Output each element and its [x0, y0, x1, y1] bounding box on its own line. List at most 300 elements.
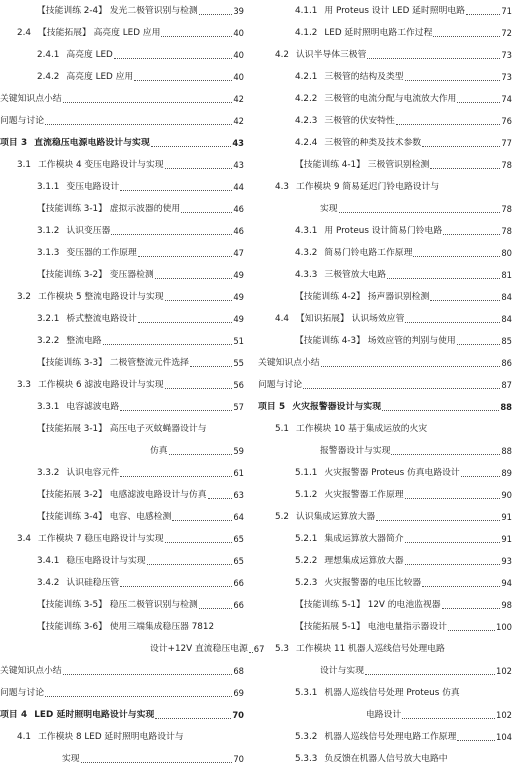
toc-entry-title — [275, 423, 427, 435]
toc-dot-leader — [413, 256, 500, 257]
toc-entry-title — [37, 203, 180, 215]
toc-entry-number: 3.1.3 — [37, 248, 60, 258]
toc-entry-text: 认识集成运算放大器 — [296, 512, 376, 522]
toc-entry[interactable] — [0, 286, 258, 308]
toc-dot-leader — [138, 256, 233, 257]
toc-entry[interactable] — [0, 682, 258, 704]
toc-entry[interactable] — [258, 132, 512, 154]
toc-entry[interactable] — [258, 594, 512, 616]
toc-entry[interactable] — [258, 308, 512, 330]
toc-entry-title — [0, 709, 154, 721]
toc-entry-text: 【技能训练 5-1】 12V 的电池监视器 — [295, 600, 441, 610]
toc-entry-text: 【技能训练 3-2】 变压器检测 — [37, 270, 154, 280]
toc-entry-number: 4.2.4 — [295, 138, 318, 148]
toc-dot-leader — [199, 14, 233, 15]
toc-page-number: 42 — [233, 116, 244, 126]
toc-right-column — [258, 0, 512, 770]
toc-dot-leader — [120, 410, 232, 411]
toc-entry-text: 认识硅稳压管 — [66, 578, 120, 588]
toc-entry-text: 火灾报警器 Proteus 仿真电路设计 — [324, 468, 460, 478]
toc-page-number: 68 — [233, 666, 244, 676]
toc-page-number: 104 — [496, 732, 512, 742]
toc-dot-leader — [155, 278, 233, 279]
toc-dot-leader — [321, 366, 501, 367]
toc-entry[interactable] — [258, 286, 512, 308]
toc-entry-text: 【技能训练 3-3】 二极管整流元件选择 — [37, 358, 189, 368]
toc-entry-number: 2.4.2 — [37, 72, 60, 82]
toc-entry-number: 3.2.1 — [37, 314, 60, 324]
toc-page-number: 56 — [233, 380, 244, 390]
toc-entry[interactable] — [258, 440, 512, 462]
toc-entry[interactable] — [0, 506, 258, 528]
toc-entry-title — [17, 159, 164, 171]
toc-entry-text: 电容滤波电路 — [66, 402, 120, 412]
toc-entry-title — [320, 665, 364, 677]
toc-entry-title — [37, 599, 198, 611]
toc-entry-number: 4.4 — [275, 314, 289, 324]
toc-entry-number: 5.1 — [275, 424, 289, 434]
toc-page-number: 93 — [501, 556, 512, 566]
toc-entry[interactable] — [258, 110, 512, 132]
toc-dot-leader — [405, 322, 500, 323]
toc-page-number: 76 — [501, 116, 512, 126]
toc-dot-leader — [138, 322, 233, 323]
toc-entry[interactable] — [0, 176, 258, 198]
toc-page-number: 88 — [501, 446, 512, 456]
toc-entry-number: 5.1.2 — [295, 490, 318, 500]
toc-entry[interactable] — [258, 660, 512, 682]
toc-entry-number: 3.4.2 — [37, 578, 60, 588]
toc-page-number: 65 — [233, 556, 244, 566]
toc-entry-text: 桥式整流电路设计 — [66, 314, 137, 324]
toc-entry-title — [295, 269, 386, 281]
toc-entry[interactable] — [0, 572, 258, 594]
toc-page-number: 51 — [233, 336, 244, 346]
toc-entry-title — [295, 599, 441, 611]
toc-chapter-entry[interactable] — [0, 704, 258, 726]
toc-entry-number: 5.3.3 — [295, 754, 318, 764]
toc-page-number: 71 — [501, 6, 512, 16]
toc-entry-title — [150, 643, 248, 655]
toc-entry-title — [37, 577, 119, 589]
toc-page-number: 94 — [501, 578, 512, 588]
toc-entry-number: 5.2 — [275, 512, 289, 522]
toc-entry-number: 4.3 — [275, 182, 289, 192]
toc-entry[interactable] — [0, 528, 258, 550]
toc-page-number: 66 — [233, 600, 244, 610]
toc-dot-leader — [45, 124, 232, 125]
toc-entry-title — [37, 49, 113, 61]
toc-entry-text: 三极管的伏安特性 — [324, 116, 395, 126]
toc-entry[interactable] — [258, 374, 512, 396]
toc-entry-number: 3.1 — [17, 160, 31, 170]
toc-entry-number: 3.1.1 — [37, 182, 60, 192]
toc-page-number: 66 — [233, 578, 244, 588]
toc-entry-title — [37, 313, 137, 325]
toc-dot-leader — [103, 344, 233, 345]
toc-entry-title — [275, 511, 375, 523]
toc-entry[interactable] — [0, 22, 258, 44]
toc-entry[interactable] — [0, 726, 258, 748]
toc-page-number: 63 — [233, 490, 244, 500]
toc-entry-text: 理想集成运算放大器 — [324, 556, 404, 566]
toc-entry-text: 工作模块 7 稳压电路设计与实现 — [38, 534, 164, 544]
toc-entry-title — [37, 401, 119, 413]
toc-dot-leader — [208, 498, 233, 499]
toc-entry-title — [37, 335, 102, 347]
toc-entry-title — [275, 181, 439, 193]
toc-page-number: 74 — [501, 94, 512, 104]
toc-page-number: 49 — [233, 292, 244, 302]
toc-entry-title — [0, 93, 62, 105]
toc-page-number: 47 — [233, 248, 244, 258]
toc-entry-number: 5.2.3 — [295, 578, 318, 588]
toc-page-number: 44 — [233, 182, 244, 192]
toc-entry[interactable] — [258, 352, 512, 374]
toc-entry-text: 实现 — [62, 754, 80, 764]
toc-entry-text: 关键知识点小结 — [0, 666, 62, 676]
toc-entry-title — [150, 445, 168, 457]
toc-page-number: 73 — [501, 50, 512, 60]
toc-entry[interactable] — [258, 572, 512, 594]
toc-entry[interactable] — [0, 110, 258, 132]
toc-page-number: 78 — [501, 160, 512, 170]
toc-entry-text: 集成运算放大器简介 — [324, 534, 404, 544]
toc-entry-title — [258, 379, 302, 391]
toc-dot-leader — [402, 718, 495, 719]
toc-entry[interactable] — [0, 330, 258, 352]
toc-entry[interactable] — [0, 748, 258, 770]
toc-entry[interactable] — [0, 660, 258, 682]
toc-dot-leader — [466, 14, 500, 15]
toc-entry[interactable] — [0, 638, 265, 660]
toc-entry-title — [37, 247, 137, 259]
toc-page-number: 91 — [501, 534, 512, 544]
toc-entry[interactable] — [258, 748, 512, 770]
toc-entry-text: 电路设计 — [366, 710, 402, 720]
toc-dot-leader — [303, 388, 500, 389]
toc-entry[interactable] — [258, 176, 512, 198]
toc-entry-number: 3.3.2 — [37, 468, 60, 478]
toc-dot-leader — [120, 586, 232, 587]
toc-page-number: 69 — [233, 688, 244, 698]
toc-page-number: 86 — [501, 358, 512, 368]
toc-entry[interactable] — [258, 484, 512, 506]
toc-entry[interactable] — [0, 308, 258, 330]
toc-entry-title — [37, 5, 198, 17]
toc-entry[interactable] — [258, 418, 512, 440]
toc-dot-leader — [405, 542, 501, 543]
toc-entry-number: 5.3.2 — [295, 732, 318, 742]
toc-entry-text: 问题与讨论 — [0, 116, 44, 126]
toc-entry-title — [62, 753, 80, 765]
toc-page-number: 70 — [233, 754, 244, 764]
toc-entry[interactable] — [258, 66, 512, 88]
toc-dot-leader — [405, 80, 501, 81]
toc-entry-text: 工作模块 11 机器人巡线信号处理电路 — [296, 644, 445, 654]
toc-dot-leader — [430, 300, 500, 301]
toc-entry[interactable] — [258, 616, 512, 638]
toc-entry-text: 用 Proteus 设计 LED 延时照明电路 — [324, 6, 465, 16]
toc-entry-text: 关键知识点小结 — [258, 358, 320, 368]
toc-page-number: 40 — [233, 28, 244, 38]
toc-entry-text: 【技能训练 3-1】 虚拟示波器的使用 — [37, 204, 181, 214]
toc-entry-title — [295, 291, 429, 303]
toc-entry[interactable] — [0, 440, 258, 462]
toc-page-number: 61 — [233, 468, 244, 478]
toc-entry-title — [295, 731, 456, 743]
toc-dot-leader — [405, 498, 501, 499]
toc-entry-number: 4.3.2 — [295, 248, 318, 258]
toc-dot-leader — [382, 410, 499, 411]
toc-entry[interactable] — [258, 506, 512, 528]
toc-page-number: 39 — [233, 6, 244, 16]
toc-entry[interactable] — [0, 0, 258, 22]
toc-entry-title — [0, 115, 44, 127]
toc-entry-title — [295, 489, 404, 501]
toc-entry-title — [37, 423, 207, 435]
toc-entry-text: 【技能训练 3-4】 电容、电感检测 — [37, 512, 172, 522]
toc-entry-title — [295, 687, 460, 699]
toc-entry-number: 5.3.1 — [295, 688, 318, 698]
toc-dot-leader — [81, 762, 233, 763]
toc-entry-number: 4.1.2 — [295, 28, 318, 38]
toc-dot-leader — [442, 608, 501, 609]
toc-entry[interactable] — [258, 704, 512, 726]
toc-dot-leader — [161, 36, 232, 37]
toc-entry-number: 4.1 — [17, 732, 31, 742]
toc-entry-title — [295, 159, 429, 171]
toc-entry-title — [37, 555, 146, 567]
toc-entry[interactable] — [0, 616, 258, 638]
toc-entry[interactable] — [0, 198, 258, 220]
toc-entry[interactable] — [258, 638, 512, 660]
toc-page-number: 84 — [501, 292, 512, 302]
toc-entry[interactable] — [258, 682, 512, 704]
toc-entry-text: 三极管的种类及技术参数 — [324, 138, 422, 148]
toc-entry-text: 【技能拓展 3-2】 电感滤波电路设计与仿真 — [37, 490, 207, 500]
toc-entry[interactable] — [258, 330, 512, 352]
toc-entry[interactable] — [0, 154, 258, 176]
toc-entry-number: 4.1.1 — [295, 6, 318, 16]
toc-entry-text: 工作模块 5 整流电路设计与实现 — [38, 292, 164, 302]
toc-entry-title — [295, 71, 404, 83]
toc-entry-number: 4.2.2 — [295, 94, 318, 104]
toc-dot-leader — [387, 278, 500, 279]
toc-entry[interactable] — [0, 352, 258, 374]
toc-entry-text: 工作模块 6 滤波电路设计与实现 — [38, 380, 164, 390]
toc-entry-text: 直流稳压电源电路设计与实现 — [34, 138, 150, 148]
toc-entry-text: 机器人巡线信号处理 Proteus 仿真 — [324, 688, 460, 698]
toc-entry-text: 变压电路设计 — [66, 182, 120, 192]
toc-dot-leader — [367, 58, 500, 59]
toc-page-number: 91 — [501, 512, 512, 522]
toc-page-number: 80 — [501, 248, 512, 258]
toc-entry-number: 5.2.1 — [295, 534, 318, 544]
toc-entry-number: 项目 4 — [0, 710, 28, 720]
toc-page-number: 78 — [501, 226, 512, 236]
toc-page-number: 102 — [496, 710, 512, 720]
toc-entry-text: 认识电容元件 — [66, 468, 120, 478]
toc-dot-leader — [199, 608, 233, 609]
toc-entry-text: 稳压电路设计与实现 — [66, 556, 146, 566]
toc-dot-leader — [63, 674, 233, 675]
toc-entry-title — [258, 401, 381, 413]
toc-dot-leader — [457, 102, 500, 103]
toc-entry-title — [320, 445, 390, 457]
toc-entry-number: 3.1.2 — [37, 226, 60, 236]
toc-entry[interactable] — [0, 242, 258, 264]
toc-page-number: 42 — [233, 94, 244, 104]
toc-chapter-entry[interactable] — [258, 396, 512, 418]
toc-entry-text: 【技能训练 3-6】 使用三端集成稳压器 7812 — [37, 622, 215, 632]
toc-entry-number: 4.2.3 — [295, 116, 318, 126]
toc-dot-leader — [147, 564, 233, 565]
toc-entry[interactable] — [258, 198, 512, 220]
toc-entry[interactable] — [0, 44, 258, 66]
toc-page-number: 73 — [501, 72, 512, 82]
toc-page-number: 40 — [233, 72, 244, 82]
toc-entry[interactable] — [0, 594, 258, 616]
toc-entry-text: 问题与讨论 — [258, 380, 302, 390]
toc-page-number: 85 — [501, 336, 512, 346]
toc-entry-text: 【技能训练 4-2】 扬声器识别检测 — [295, 292, 430, 302]
toc-entry-number: 项目 3 — [0, 138, 28, 148]
toc-dot-leader — [457, 740, 495, 741]
toc-entry-title — [295, 621, 447, 633]
toc-entry[interactable] — [0, 462, 258, 484]
toc-page-number: 100 — [496, 622, 512, 632]
toc-entry[interactable] — [258, 88, 512, 110]
toc-entry-title — [295, 27, 432, 39]
toc-entry-text: 机器人巡线信号处理电路工作原理 — [324, 732, 457, 742]
toc-entry[interactable] — [0, 396, 258, 418]
toc-entry-title — [366, 709, 401, 721]
toc-entry-title — [37, 511, 171, 523]
toc-entry-text: 火灾报警器设计与实现 — [292, 402, 382, 412]
toc-page-number: 59 — [233, 446, 244, 456]
toc-page-number: 67 — [253, 644, 265, 654]
toc-dot-leader — [120, 476, 232, 477]
toc-dot-leader — [448, 630, 495, 631]
toc-entry-title — [295, 533, 404, 545]
toc-entry-text: 【知识拓展】 认识场效应管 — [296, 314, 405, 324]
toc-dot-leader — [120, 190, 232, 191]
toc-entry-number: 4.3.3 — [295, 270, 318, 280]
toc-entry-number: 3.2.2 — [37, 336, 60, 346]
toc-page-number: 43 — [233, 160, 244, 170]
toc-entry[interactable] — [258, 264, 512, 286]
toc-entry-title — [275, 313, 404, 325]
toc-dot-leader — [169, 454, 233, 455]
toc-entry-number: 3.4 — [17, 534, 31, 544]
toc-entry-text: 三极管放大电路 — [324, 270, 386, 280]
toc-entry-number: 3.3 — [17, 380, 31, 390]
toc-chapter-entry[interactable] — [0, 132, 258, 154]
toc-entry[interactable] — [0, 220, 258, 242]
toc-page-number: 88 — [500, 402, 512, 412]
toc-entry[interactable] — [258, 726, 512, 748]
toc-entry-title — [0, 665, 62, 677]
toc-page-number: 55 — [233, 358, 244, 368]
toc-entry-title — [17, 291, 164, 303]
toc-entry-title — [37, 467, 119, 479]
toc-entry-title — [295, 753, 448, 765]
toc-entry[interactable] — [0, 66, 258, 88]
toc-entry-text: 负反馈在机器人信号放大电路中 — [324, 754, 448, 764]
toc-entry[interactable] — [0, 484, 258, 506]
toc-entry-number: 5.3 — [275, 644, 289, 654]
toc-entry-text: 【技能训练 4-1】 三极管识别检测 — [295, 160, 430, 170]
toc-entry[interactable] — [258, 44, 512, 66]
toc-entry[interactable] — [0, 88, 258, 110]
toc-dot-leader — [457, 344, 501, 345]
toc-entry[interactable] — [258, 22, 512, 44]
toc-dot-leader — [172, 520, 232, 521]
toc-dot-leader — [111, 234, 232, 235]
toc-page-number: 49 — [233, 314, 244, 324]
toc-entry-text: 关键知识点小结 — [0, 94, 62, 104]
toc-entry-text: 整流电路 — [66, 336, 102, 346]
toc-entry[interactable] — [258, 462, 512, 484]
toc-dot-leader — [63, 102, 233, 103]
toc-dot-leader — [430, 168, 500, 169]
toc-dot-leader — [165, 300, 233, 301]
toc-entry[interactable] — [0, 264, 258, 286]
toc-entry-text: 认识半导体三极管 — [296, 50, 367, 60]
toc-page-number: 102 — [496, 666, 512, 676]
toc-entry[interactable] — [258, 550, 512, 572]
toc-entry-text: 工作模块 8 LED 延时照明电路设计与 — [38, 732, 184, 742]
toc-dot-leader — [181, 212, 232, 213]
toc-entry-number: 5.2.2 — [295, 556, 318, 566]
toc-entry-text: 高亮度 LED — [66, 50, 113, 60]
toc-entry-text: 变压器的工作原理 — [66, 248, 137, 258]
toc-page-number: 90 — [501, 490, 512, 500]
toc-entry-text: LED 延时照明电路工作过程 — [324, 28, 433, 38]
toc-entry-text: 【技能拓展 3-1】 高压电子灭蚊蝇器设计与 — [37, 424, 207, 434]
toc-entry-title — [37, 489, 207, 501]
toc-entry[interactable] — [258, 242, 512, 264]
toc-entry[interactable] — [0, 550, 258, 572]
toc-entry-number: 2.4.1 — [37, 50, 60, 60]
toc-dot-leader — [376, 520, 500, 521]
toc-entry-title — [258, 357, 320, 369]
toc-entry-text: 设计与实现 — [320, 666, 364, 676]
toc-dot-leader — [339, 212, 501, 213]
toc-page-number: 81 — [501, 270, 512, 280]
toc-entry-title — [320, 203, 338, 215]
toc-entry[interactable] — [0, 418, 258, 440]
toc-entry[interactable] — [258, 220, 512, 242]
toc-entry-text: 工作模块 9 简易延迟门铃电路设计与 — [296, 182, 440, 192]
toc-entry-title — [0, 137, 150, 149]
toc-entry[interactable] — [0, 374, 258, 396]
toc-dot-leader — [422, 146, 500, 147]
toc-dot-leader — [405, 564, 501, 565]
toc-entry-title — [295, 247, 412, 259]
toc-entry-text: 设计+12V 直流稳压电源 — [150, 644, 248, 654]
toc-entry-text: 三极管的结构及类型 — [324, 72, 404, 82]
toc-entry-number: 项目 5 — [258, 402, 286, 412]
toc-entry[interactable] — [258, 154, 512, 176]
toc-page-number: 84 — [501, 314, 512, 324]
toc-entry[interactable] — [258, 0, 512, 22]
toc-entry[interactable] — [258, 528, 512, 550]
toc-entry-title — [295, 137, 421, 149]
toc-entry-text: 火灾报警器工作原理 — [324, 490, 404, 500]
toc-entry-text: 火灾报警器的电压比较器 — [324, 578, 422, 588]
